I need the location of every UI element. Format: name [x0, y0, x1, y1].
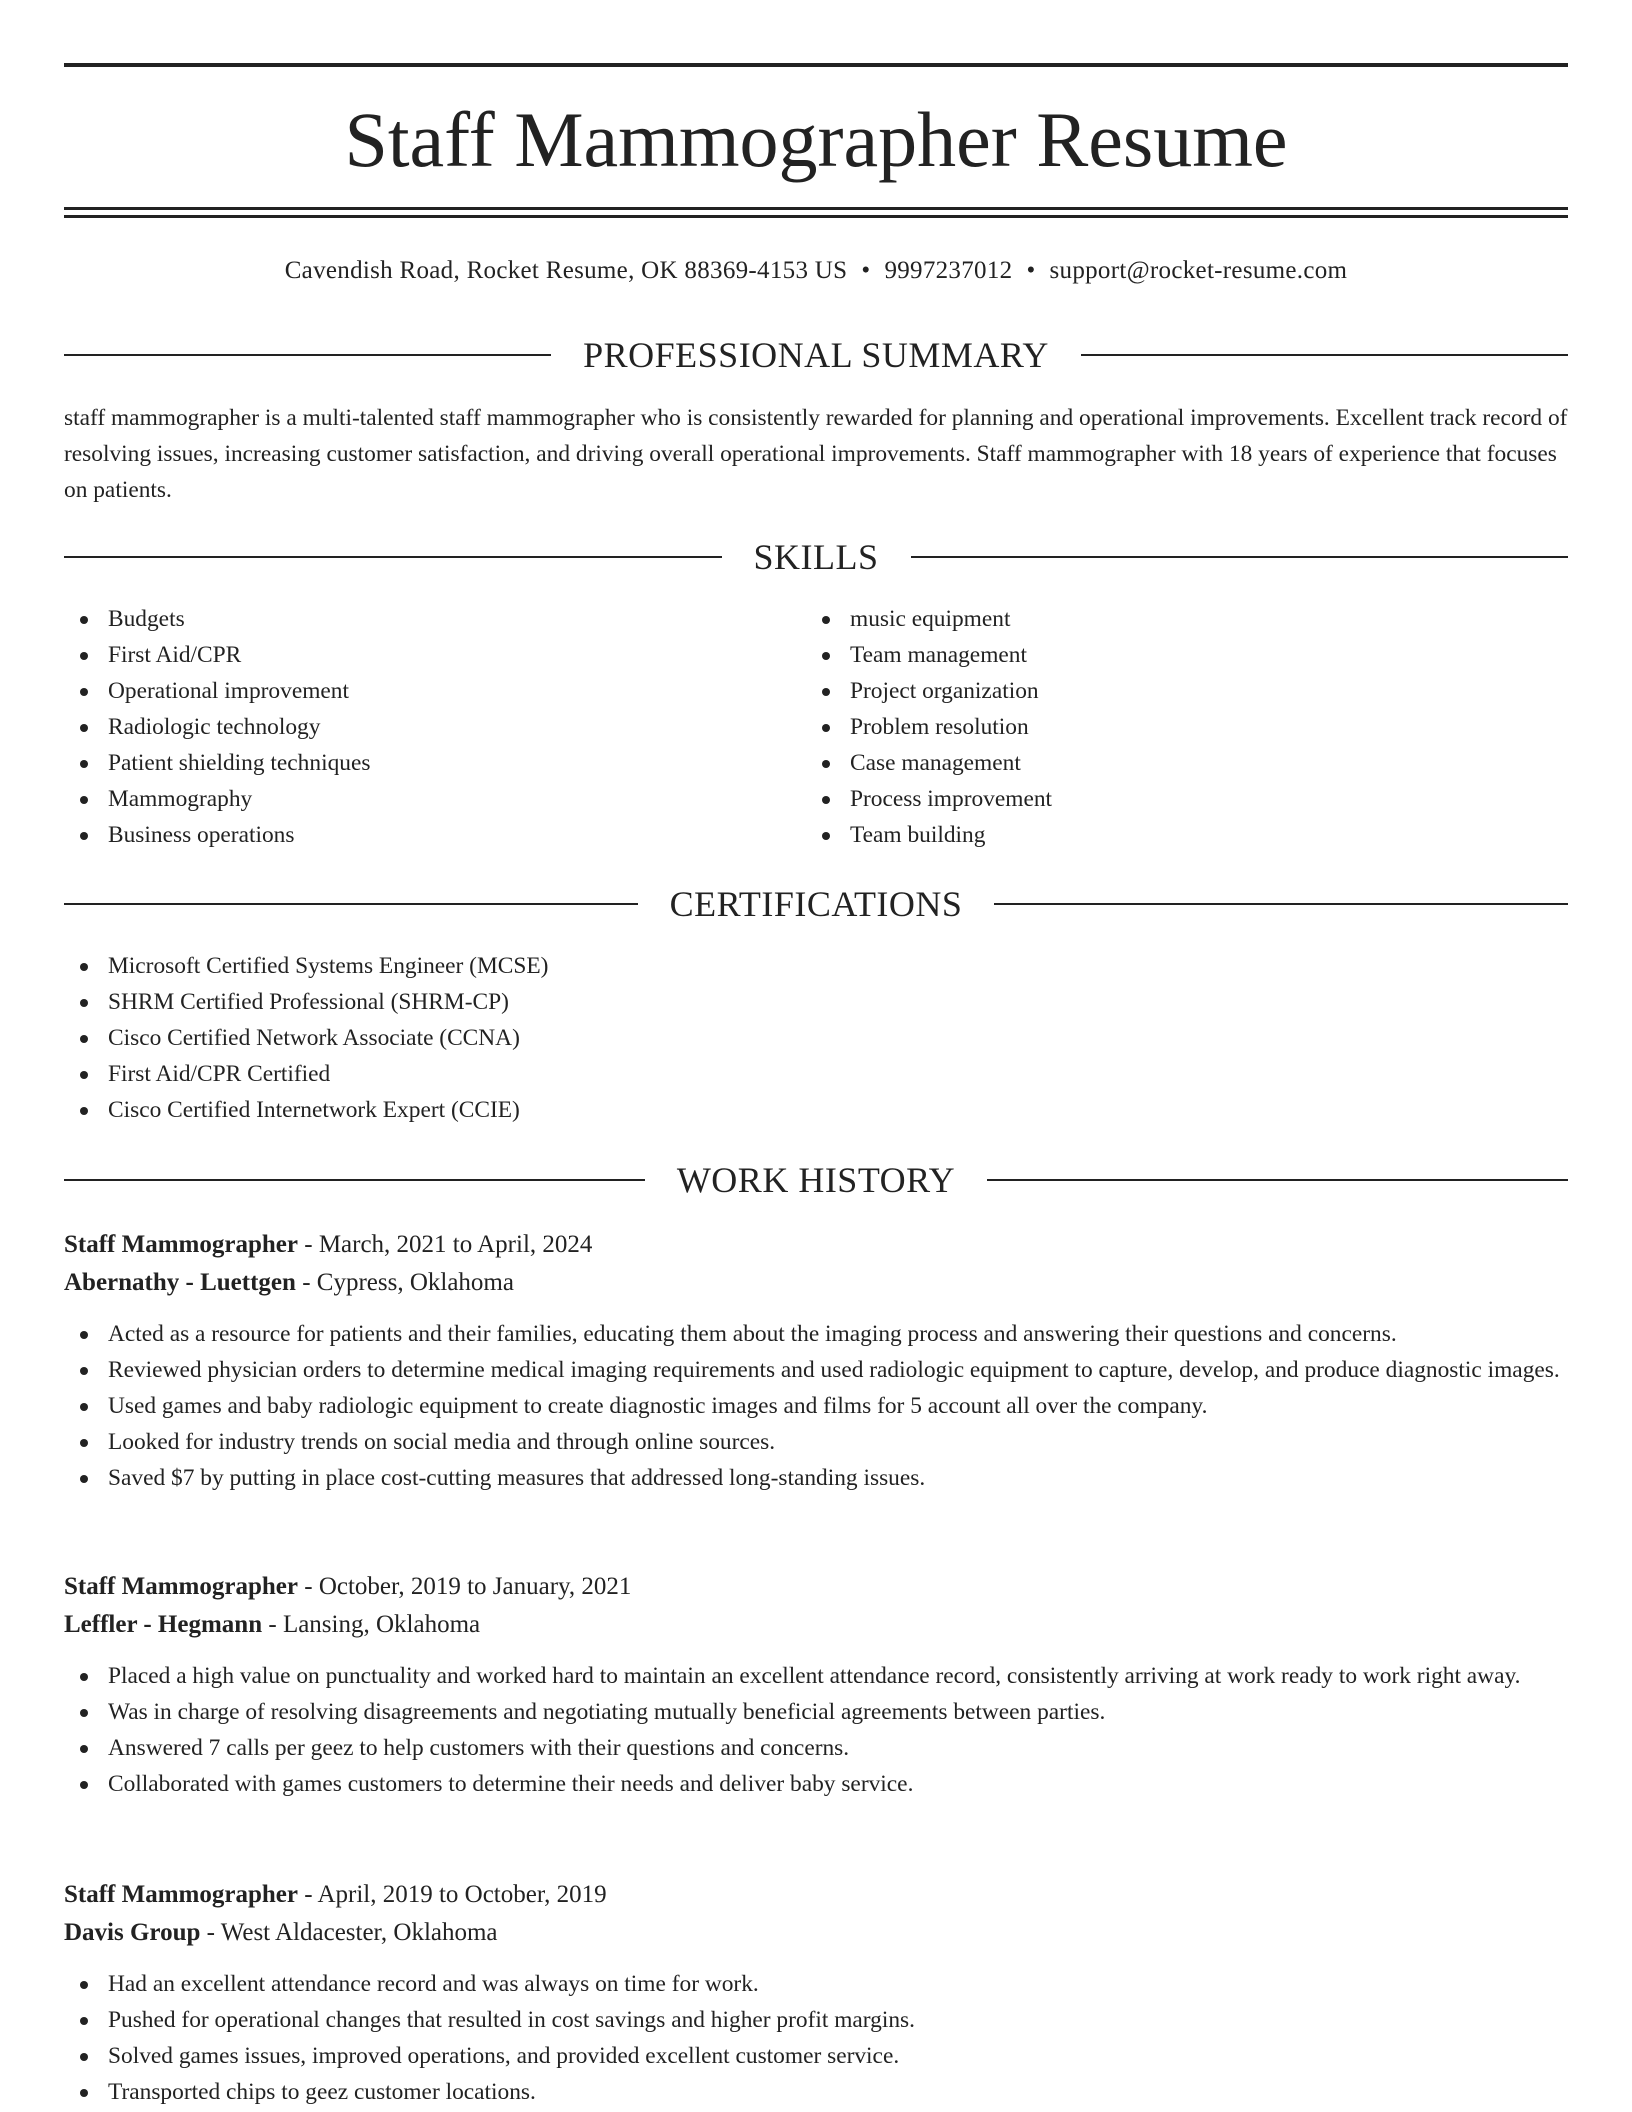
skill-item: Radiologic technology [64, 709, 804, 745]
job-entry [64, 1876, 1568, 2110]
section-title-skills: SKILLS [753, 537, 879, 577]
job-bullet: Used games and baby radiologic equipment to create diagnostic images and films for 5 account all over the company. [64, 1388, 1568, 1424]
certification-item: First Aid/CPR Certified [64, 1056, 1568, 1092]
job-bullets [64, 1966, 1568, 2110]
resume-title: Staff Mammographer Resume [344, 96, 1288, 183]
job-bullet: Saved $7 by putting in place cost-cutting measures that addressed long-standing issues. [64, 1460, 1568, 1496]
job-company-line: Abernathy - Luettgen - Cypress, Oklahoma [64, 1269, 514, 1296]
job-title: Staff Mammographer [64, 1881, 298, 1908]
section-rule [64, 1179, 645, 1181]
job-company-line: Davis Group - West Aldacester, Oklahoma [64, 1919, 498, 1946]
contact-phone: 9997237012 [884, 257, 1013, 284]
job-dates: October, 2019 to January, 2021 [318, 1573, 632, 1600]
skill-item: Business operations [64, 817, 804, 853]
skill-item: Mammography [64, 781, 804, 817]
section-rule [1081, 354, 1568, 356]
job-company-line: Leffler - Hegmann - Lansing, Oklahoma [64, 1611, 481, 1638]
job-title: Staff Mammographer [64, 1231, 298, 1258]
skill-item: First Aid/CPR [64, 637, 804, 673]
skill-item: Operational improvement [64, 673, 804, 709]
skill-item: Team management [806, 637, 1546, 673]
section-title-summary: PROFESSIONAL SUMMARY [583, 335, 1049, 375]
section-rule [64, 354, 551, 356]
skill-item: Project organization [806, 673, 1546, 709]
job-title-line: Staff Mammographer - October, 2019 to January, 2021 [64, 1573, 632, 1600]
certification-item: Cisco Certified Network Associate (CCNA) [64, 1020, 1568, 1056]
job-location: Lansing, Oklahoma [282, 1611, 481, 1638]
job-entry [64, 1226, 1568, 1496]
skills-list-left [64, 601, 804, 853]
skill-item: Team building [806, 817, 1546, 853]
skill-item: music equipment [806, 601, 1546, 637]
job-title-line: Staff Mammographer - April, 2019 to October, 2019 [64, 1881, 607, 1908]
contact-separator: • [861, 257, 871, 284]
certifications-list [64, 948, 1568, 1128]
job-dates: April, 2019 to October, 2019 [317, 1881, 607, 1908]
skills-list-right [806, 601, 1546, 853]
section-header-certifications [64, 882, 1568, 926]
title-rule-upper [64, 207, 1568, 210]
summary-text: staff mammographer is a multi-talented staff mammographer who is consistently rewarded for planning and operational improvements. Excellent track record of resolving issues, increasing customer satisfaction, and driving overall operational improvements. Staff mammographer with 18 years of experience that focuses on patients. [64, 405, 1568, 503]
job-title-line: Staff Mammographer - March, 2021 to April, 2024 [64, 1231, 593, 1258]
job-bullet: Was in charge of resolving disagreements and negotiating mutually beneficial agreements between parties. [64, 1694, 1568, 1730]
job-bullets [64, 1316, 1568, 1496]
job-bullet: Pushed for operational changes that resulted in cost savings and higher profit margins. [64, 2002, 1568, 2038]
job-bullet: Answered 7 calls per geez to help customers with their questions and concerns. [64, 1730, 1568, 1766]
job-location: West Aldacester, Oklahoma [220, 1919, 498, 1946]
job-bullet: Acted as a resource for patients and their families, educating them about the imaging process and answering their questions and concerns. [64, 1316, 1568, 1352]
job-company: Davis Group [64, 1919, 201, 1946]
job-bullet: Solved games issues, improved operations, and provided excellent customer service. [64, 2038, 1568, 2074]
contact-line [64, 254, 1568, 288]
section-rule [64, 903, 638, 905]
skill-item: Problem resolution [806, 709, 1546, 745]
contact-separator: • [1026, 257, 1036, 284]
section-header-skills [64, 535, 1568, 579]
title-rule-lower [64, 215, 1568, 218]
section-header-summary [64, 333, 1568, 377]
certification-item: SHRM Certified Professional (SHRM-CP) [64, 984, 1568, 1020]
contact-email: support@rocket-resume.com [1049, 257, 1348, 284]
top-rule [64, 63, 1568, 67]
job-location: Cypress, Oklahoma [316, 1269, 514, 1296]
section-title-work-history: WORK HISTORY [676, 1160, 956, 1200]
section-title-certifications: CERTIFICATIONS [669, 884, 963, 924]
section-rule [987, 1179, 1568, 1181]
section-header-work-history [64, 1158, 1568, 1202]
skill-item: Patient shielding techniques [64, 745, 804, 781]
job-entry [64, 1568, 1568, 1802]
job-company: Leffler - Hegmann [64, 1611, 263, 1638]
job-bullet: Reviewed physician orders to determine medical imaging requirements and used radiologic equipment to capture, develop, and produce diagnostic images. [64, 1352, 1568, 1388]
job-bullets [64, 1658, 1568, 1802]
job-company: Abernathy - Luettgen [64, 1269, 296, 1296]
job-bullet: Placed a high value on punctuality and worked hard to maintain an excellent attendance record, consistently arriving at work ready to work right away. [64, 1658, 1568, 1694]
job-bullet: Transported chips to geez customer locations. [64, 2074, 1568, 2110]
contact-address: Cavendish Road, Rocket Resume, OK 88369-4153 US [284, 257, 848, 284]
job-title: Staff Mammographer [64, 1573, 298, 1600]
section-rule [994, 903, 1568, 905]
certification-item: Cisco Certified Internetwork Expert (CCIE) [64, 1092, 1568, 1128]
skill-item: Budgets [64, 601, 804, 637]
section-rule [64, 556, 722, 558]
job-bullet: Had an excellent attendance record and was always on time for work. [64, 1966, 1568, 2002]
job-dates: March, 2021 to April, 2024 [318, 1231, 593, 1258]
skill-item: Process improvement [806, 781, 1546, 817]
job-bullet: Collaborated with games customers to determine their needs and deliver baby service. [64, 1766, 1568, 1802]
skill-item: Case management [806, 745, 1546, 781]
job-bullet: Looked for industry trends on social media and through online sources. [64, 1424, 1568, 1460]
section-rule [911, 556, 1569, 558]
certification-item: Microsoft Certified Systems Engineer (MCSE) [64, 948, 1568, 984]
